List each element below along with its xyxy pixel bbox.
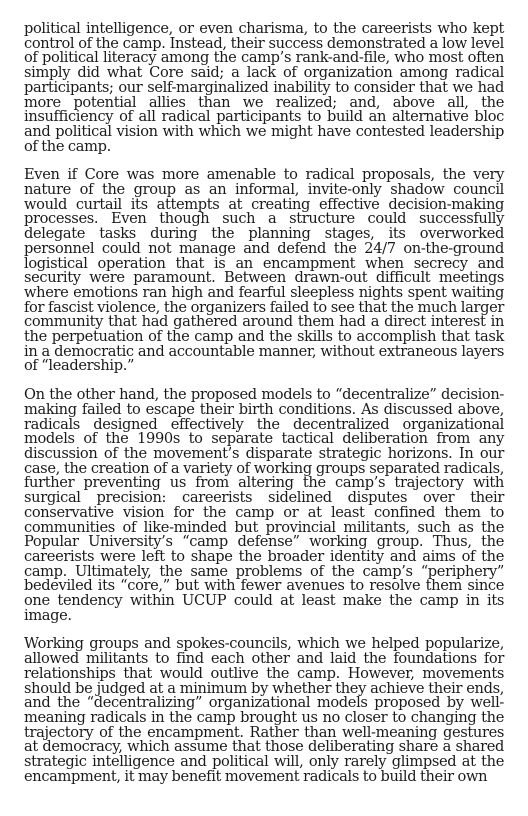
- paragraph-1: political intelligence, or even charisma, to the careerists who kept control of the camp. Instead, their success demonstrated a low level of political literacy among the camp’s rank-and-file, who most often simply did what Core said; a lack of organization among radical participants; our self-marginalized inability to consider that we had more potential allies than we realized; and, above all, the insufficiency of all radical participants to build an alternative bloc and political vision with which we might have contested leadership of the camp.: [24, 20, 504, 155]
- paragraph-2: Even if Core was more amenable to radical proposals, the very nature of the group as an informal, invite-only shadow council would curtail its attempts at creating effective decision-making processes. Even though such a structure could successfully delegate tasks during the planning stages, its overworked personnel could not manage and defend the 24/7 on-the-ground logistical operation that is an encampment when secrecy and security were paramount. Between drawn-out difficult meetings where emotions ran high and fearful sleepless nights spent waiting for fascist violence, the organizers failed to see that the much larger community that had gathered around them had a direct interest in the perpetuation of the camp and the skills to accomplish that task in a democratic and accountable manner, without extraneous layers of “leadership.”: [24, 166, 504, 375]
- paragraph-4: Working groups and spokes-councils, which we helped popularize, allowed militants to find each other and laid the foundations for relationships that would outlive the camp. However, movements should be judged at a minimum by whether they achieve their ends, and the “decentralizing” organizational models proposed by well-meaning radicals in the camp brought us no closer to changing the trajectory of the encampment. Rather than well-meaning gestures at democracy, which assume that those deliberating share a shared strategic intelligence and political will, only rarely glimpsed at the encampment, it may benefit movement radicals to build their own: [24, 635, 504, 785]
- paragraph-3: On the other hand, the proposed models to “decentralize” decision-making failed to escape their birth conditions. As discussed above, radicals designed effectively the decentralized organizational models of the 1990s to separate tactical deliberation from any discussion of the movement’s disparate strategic horizons. In our case, the creation of a variety of working groups separated radicals, further preventing us from altering the camp’s trajectory with surgical precision: careerists sidelined disputes over their conservative vision for the camp or at least confined them to communities of like-minded but provincial militants, such as the Popular University’s “camp defense” working group. Thus, the careerists were left to shape the broader identity and aims of the camp. Ultimately, the same problems of the camp’s “periphery” bedeviled its “core,” but with fewer avenues to resolve them since one tendency within UCUP could at least make the camp in its image.: [24, 386, 504, 624]
